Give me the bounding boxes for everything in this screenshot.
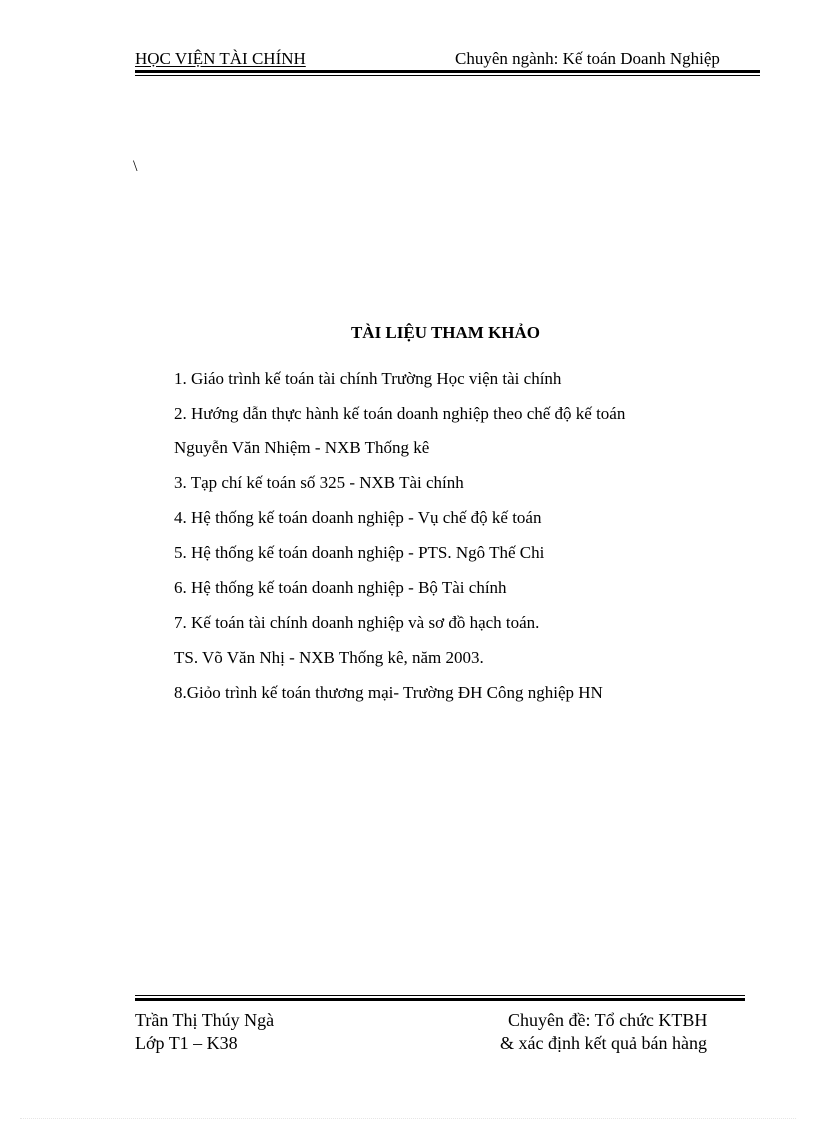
reference-line-7: 7. Kế toán tài chính doanh nghiệp và sơ đồ hạch toán. [174, 613, 540, 632]
reference-line-2: 2. Hướng dẫn thực hành kế toán doanh nghiệp theo chế độ kế toán [174, 404, 626, 423]
footer-topic-line1: Chuyên đề: Tổ chức KTBH [508, 1010, 708, 1030]
reference-line-4: 4. Hệ thống kế toán doanh nghiệp - Vụ chế độ kế toán [174, 508, 542, 527]
reference-line-6: 6. Hệ thống kế toán doanh nghiệp - Bộ Tài chính [174, 578, 507, 597]
footer-rule-thin [135, 995, 745, 996]
header-rule-thick [135, 70, 760, 73]
reference-line-2-cont: Nguyễn Văn Nhiệm - NXB Thống kê [174, 438, 430, 457]
footer-rule-thick [135, 998, 745, 1001]
header-institution: HỌC VIỆN TÀI CHÍNH [135, 49, 306, 68]
reference-line-5: 5. Hệ thống kế toán doanh nghiệp - PTS. Ngô Thế Chi [174, 543, 545, 562]
header-rule-thin [135, 75, 760, 76]
page-edge-divider [20, 1118, 796, 1119]
header-specialization: Chuyên ngành: Kế toán Doanh Nghiệp [455, 49, 720, 68]
reference-line-7-cont: TS. Võ Văn Nhị - NXB Thống kê, năm 2003. [174, 648, 484, 667]
stray-backslash: \ [133, 158, 138, 175]
reference-line-1: 1. Giáo trình kế toán tài chính Trường Học viện tài chính [174, 369, 562, 388]
reference-line-3: 3. Tạp chí kế toán số 325 - NXB Tài chính [174, 473, 464, 492]
footer-topic-line2: & xác định kết quả bán hàng [500, 1033, 707, 1053]
footer-class: Lớp T1 – K38 [135, 1033, 238, 1053]
references-title: TÀI LIỆU THAM KHẢO [350, 323, 541, 342]
footer-author: Trần Thị Thúy Ngà [135, 1010, 275, 1030]
reference-line-8: 8.Giỏo trình kế toán thương mại- Trường ĐH Công nghiệp HN [174, 683, 603, 702]
